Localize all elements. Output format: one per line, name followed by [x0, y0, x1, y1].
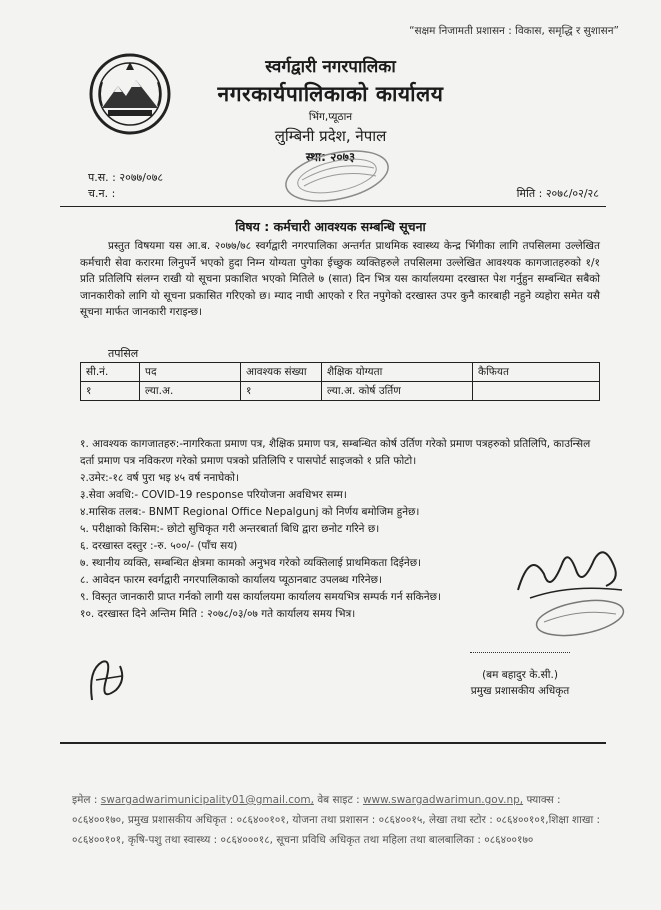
column-header-qualification: शैक्षिक योग्यता [322, 363, 473, 382]
list-item: ६. दरखास्त दस्तुर :-रु. ५००/- (पाँच सय) [80, 540, 238, 552]
list-item: ९. विस्तृत जानकारी प्राप्त गर्नको लागी यस कार्यालयमा कार्यालय समयभित्र सम्पर्क गर्न सकिनेछ। [80, 591, 441, 603]
column-header-post: पद [140, 363, 241, 382]
subject-line [0, 218, 661, 235]
list-item: २.उमेर:-१८ वर्ष पुरा भइ ४५ वर्ष ननाघेको। [80, 472, 239, 484]
table-row [81, 382, 600, 401]
column-header-serial: सी.नं. [81, 363, 140, 382]
details-heading: तपसिल [108, 347, 139, 360]
signature-line [470, 652, 570, 653]
cell-qualification: ल्या.अ. कोर्ष उर्तिण [322, 382, 473, 401]
date-row [517, 186, 599, 201]
office-stamp-icon [282, 150, 392, 202]
cell-serial: १ [81, 382, 140, 401]
date-value: २०७८/०२/२८ [545, 187, 599, 200]
notice-body [80, 238, 600, 321]
email-label: इमेल : [72, 794, 98, 806]
website-link[interactable]: www.swargadwarimun.gov.np, [362, 794, 524, 806]
list-item: ४.मासिक तलब:- BNMT Regional Office Nepalgunj को निर्णय बमोजिम हुनेछ। [80, 506, 420, 518]
fiscal-year-value: २०७७/०७८ [119, 171, 164, 184]
fiscal-year-row [88, 170, 163, 185]
email-link[interactable]: swargadwarimunicipality01@gmail.com, [100, 794, 314, 806]
date-label: मिति : [516, 187, 543, 200]
subject-text: कर्मचारी आवश्यक सम्बन्धि सूचना [273, 219, 426, 234]
signature-with-stamp-icon [510, 530, 630, 640]
list-item: ३.सेवा अवधि:- COVID-19 response परियोजना अवधिभर सम्म। [80, 489, 347, 501]
list-item: १०. दरखास्त दिने अन्तिम मिति : २०७८/०३/०७ गते कार्यालय समय भित्र। [80, 608, 356, 620]
cell-count: १ [241, 382, 322, 401]
signatory-post: प्रमुख प्रशासकीय अधिकृत [470, 685, 570, 697]
dispatch-number-row [88, 186, 115, 201]
column-header-remarks: कैफियत [473, 363, 600, 382]
contact-footer [72, 790, 602, 850]
column-header-count: आवश्यक संख्या [241, 363, 322, 382]
signatory-name: (बम बहादुर के.सी.) [482, 669, 558, 681]
list-item: ५. परीक्षाको किसिम:- छोटो सुचिकृत गरी अन्तरबार्ता बिधि द्वारा छनोट गरिने छ। [80, 523, 380, 535]
list-item: ८. आवेदन फारम स्वर्गद्वारी नगरपालिकाको कार्यालय प्यूठानबाट उपलब्ध गरिनेछ। [80, 574, 382, 586]
list-item: ७. स्थानीय व्यक्ति, सम्बन्धित क्षेत्रमा कामको अनुभव गरेको व्यक्तिलाई प्राथमिकता दिईनेछ। [80, 557, 422, 569]
vacancy-table [80, 362, 600, 401]
municipality-name: स्वर्गद्वारी नगरपालिका [265, 57, 396, 77]
notice-body-text: प्रस्तुत विषयमा यस आ.ब. २०७७/७८ स्वर्गद्वारी नगरपालिका अन्तर्गत प्राथमिक स्वास्थ्य केन्द्र भिंगीका लागि तपसिलमा उल्लेखित कर्मचारी सेवा करारमा लिनुपर्ने भएको हुदा निम्न योग्यता पुगेका ईच्छुक व्यक्तिहरुले तपसिलमा उल्लेखित आवश्यक कागजातहरुको १/१ प्रति प्रतिलिपि संलग्न राखी यो सूचना प्रकाशित भएको मितिले ७ (सात) दिन भित्र यस कार्यालयमा दरखास्त पेश गर्नुहुन सम्बन्धित सबैको जानकारीको लागि यो सूचना प्रकासित गरिएको छ। म्याद नाघी आएको र रित नपुगेको दरखास्त उपर कुनै कारबाही नहुने व्यहोरा समेत यसै सूचना मार्फत जानकारी गराइन्छ। [80, 240, 600, 318]
header-divider [60, 206, 606, 207]
office-name: नगरकार्यपालिकाको कार्यालय [217, 82, 444, 106]
tagline: “सक्षम निजामती प्रशासन : विकास, समृद्धि र सुशासन” [409, 25, 619, 37]
office-location: भिंग,प्यूठान [308, 111, 353, 123]
table-header-row [81, 363, 600, 382]
list-item: १. आवश्यक कागजातहरु:-नागरिकता प्रमाण पत्र, शैक्षिक प्रमाण पत्र, सम्बन्धित कोर्ष उर्तिण गरेको प्रमाण पत्रहरुको प्रतिलिपि, काउन्सिल दर्ता प्रमाण पत्र नविकरण गरेको प्रमाण पत्रको प्रतिलिपि र पासपोर्ट साइजको १ प्रति फोटो। [80, 438, 591, 467]
cell-post: ल्या.अ. [140, 382, 241, 401]
fiscal-year-label: प.स. : [88, 171, 116, 184]
initial-signature-icon [82, 650, 132, 710]
phone-directory: फ्याक्स : ०८६४००१७०, प्रमुख प्रशासकीय अधिकृत : ०८६४००१०१, योजना तथा प्रशासन : ०८६४००१५, लेखा तथा स्टोर : ०८६४००१०१,शिक्षा शाखा : ०८६४००१०१, कृषि-पशु तथा स्वास्थ्य : ०८६४०००१८, सूचना प्रविधि अधिकृत तथा महिला तथा बालबालिका : ०८६४००१७० [72, 794, 601, 846]
website-label: वेब साइट : [317, 794, 360, 806]
footer-divider [60, 742, 606, 744]
subject-label: विषय : [235, 219, 270, 234]
province-line: लुम्बिनी प्रदेश, नेपाल [274, 127, 387, 145]
cell-remarks [473, 382, 600, 401]
dispatch-number-label: च.न. : [88, 187, 116, 200]
established-year: स्था: २०७३ [305, 150, 356, 164]
